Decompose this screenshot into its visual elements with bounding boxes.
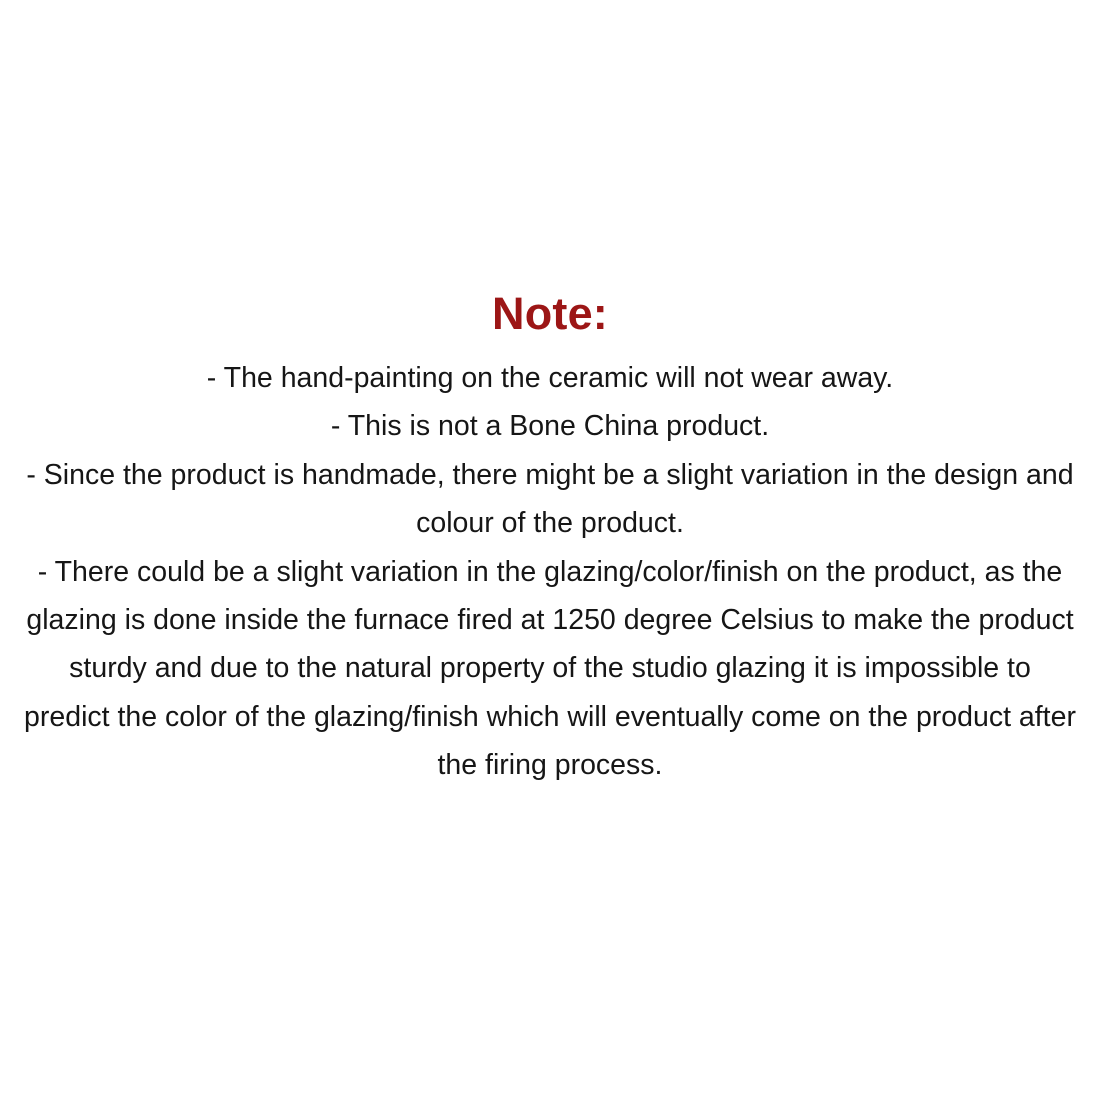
note-line-glazing-variation: - There could be a slight variation in the glazing/color/finish on the product, as the glazing is done inside the furnace fired at 1250 degree Celsius to make the product sturdy and due to the natural property of the studio glazing it is impossible to predict the color of the glazing/finish which will eventually come on the product after the firing process. [24,555,1076,782]
note-heading: Note: [492,288,608,339]
note-block [0,288,1100,790]
note-line-bone-china: - This is not a Bone China product. [330,410,770,443]
note-line-hand-painting: - The hand-painting on the ceramic will not wear away. [206,361,894,394]
note-line-handmade-variation: - Since the product is handmade, there might be a slight variation in the design and colour of the product. [26,458,1074,540]
